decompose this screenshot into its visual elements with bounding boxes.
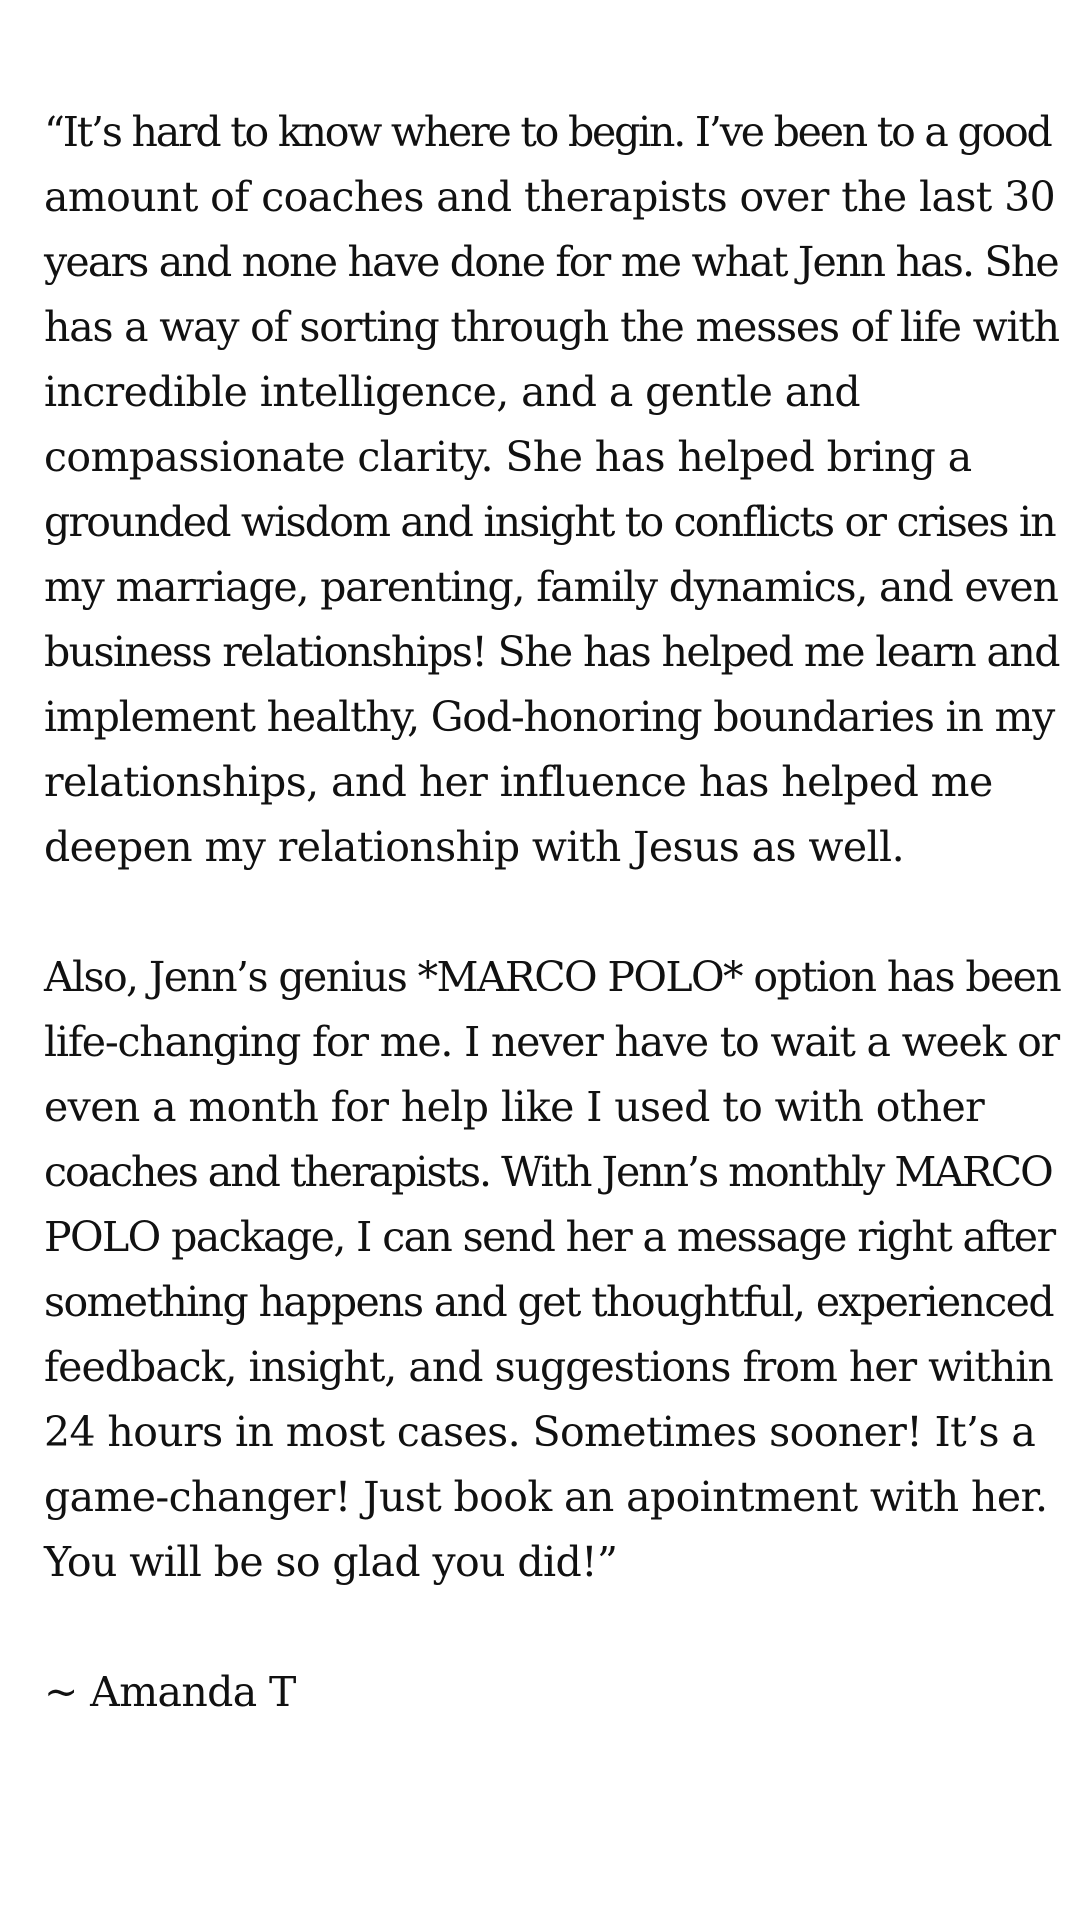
testimonial-paragraph-2	[44, 945, 1061, 1595]
testimonial-line: business relationships! She has helped me learn and	[44, 628, 1059, 676]
testimonial-block	[44, 100, 1061, 1725]
testimonial-line: life-changing for me. I never have to wait a week or	[44, 1018, 1059, 1066]
testimonial-line: feedback, insight, and suggestions from her within	[44, 1343, 1053, 1391]
testimonial-line: coaches and therapists. With Jenn’s monthly MARCO	[44, 1148, 1052, 1196]
testimonial-line: POLO package, I can send her a message right after	[44, 1213, 1055, 1261]
paragraph-spacer	[44, 1595, 1044, 1660]
testimonial-line: “It’s hard to know where to begin. I’ve been to a good	[44, 108, 1051, 156]
testimonial-line: grounded wisdom and insight to conflicts or crises in	[44, 498, 1055, 546]
testimonial-line: incredible intelligence, and a gentle and	[44, 368, 861, 416]
testimonial-line: years and none have done for me what Jenn has. She	[44, 238, 1058, 286]
testimonial-line: game-changer! Just book an apointment with her.	[44, 1473, 1048, 1521]
testimonial-line: You will be so glad you did!”	[44, 1538, 618, 1586]
paragraph-spacer	[44, 880, 1044, 945]
testimonial-line: compassionate clarity. She has helped bring a	[44, 433, 972, 481]
testimonial-line: my marriage, parenting, family dynamics, and even	[44, 563, 1058, 611]
testimonial-line: even a month for help like I used to with other	[44, 1083, 985, 1131]
testimonial-line: something happens and get thoughtful, experienced	[44, 1278, 1053, 1326]
testimonial-line: relationships, and her influence has helped me	[44, 758, 993, 806]
testimonial-line: Also, Jenn’s genius *MARCO POLO* option has been	[44, 953, 1061, 1001]
testimonial-paragraph-1	[44, 100, 1059, 880]
testimonial-line: 24 hours in most cases. Sometimes sooner! It’s a	[44, 1408, 1036, 1456]
testimonial-line: has a way of sorting through the messes of life with	[44, 303, 1059, 351]
testimonial-line: implement healthy, God-honoring boundaries in my	[44, 693, 1055, 741]
testimonial-line: amount of coaches and therapists over the last 30	[44, 173, 1056, 221]
testimonial-line: deepen my relationship with Jesus as well.	[44, 823, 905, 871]
testimonial-attribution: ~ Amanda T	[44, 1668, 296, 1716]
